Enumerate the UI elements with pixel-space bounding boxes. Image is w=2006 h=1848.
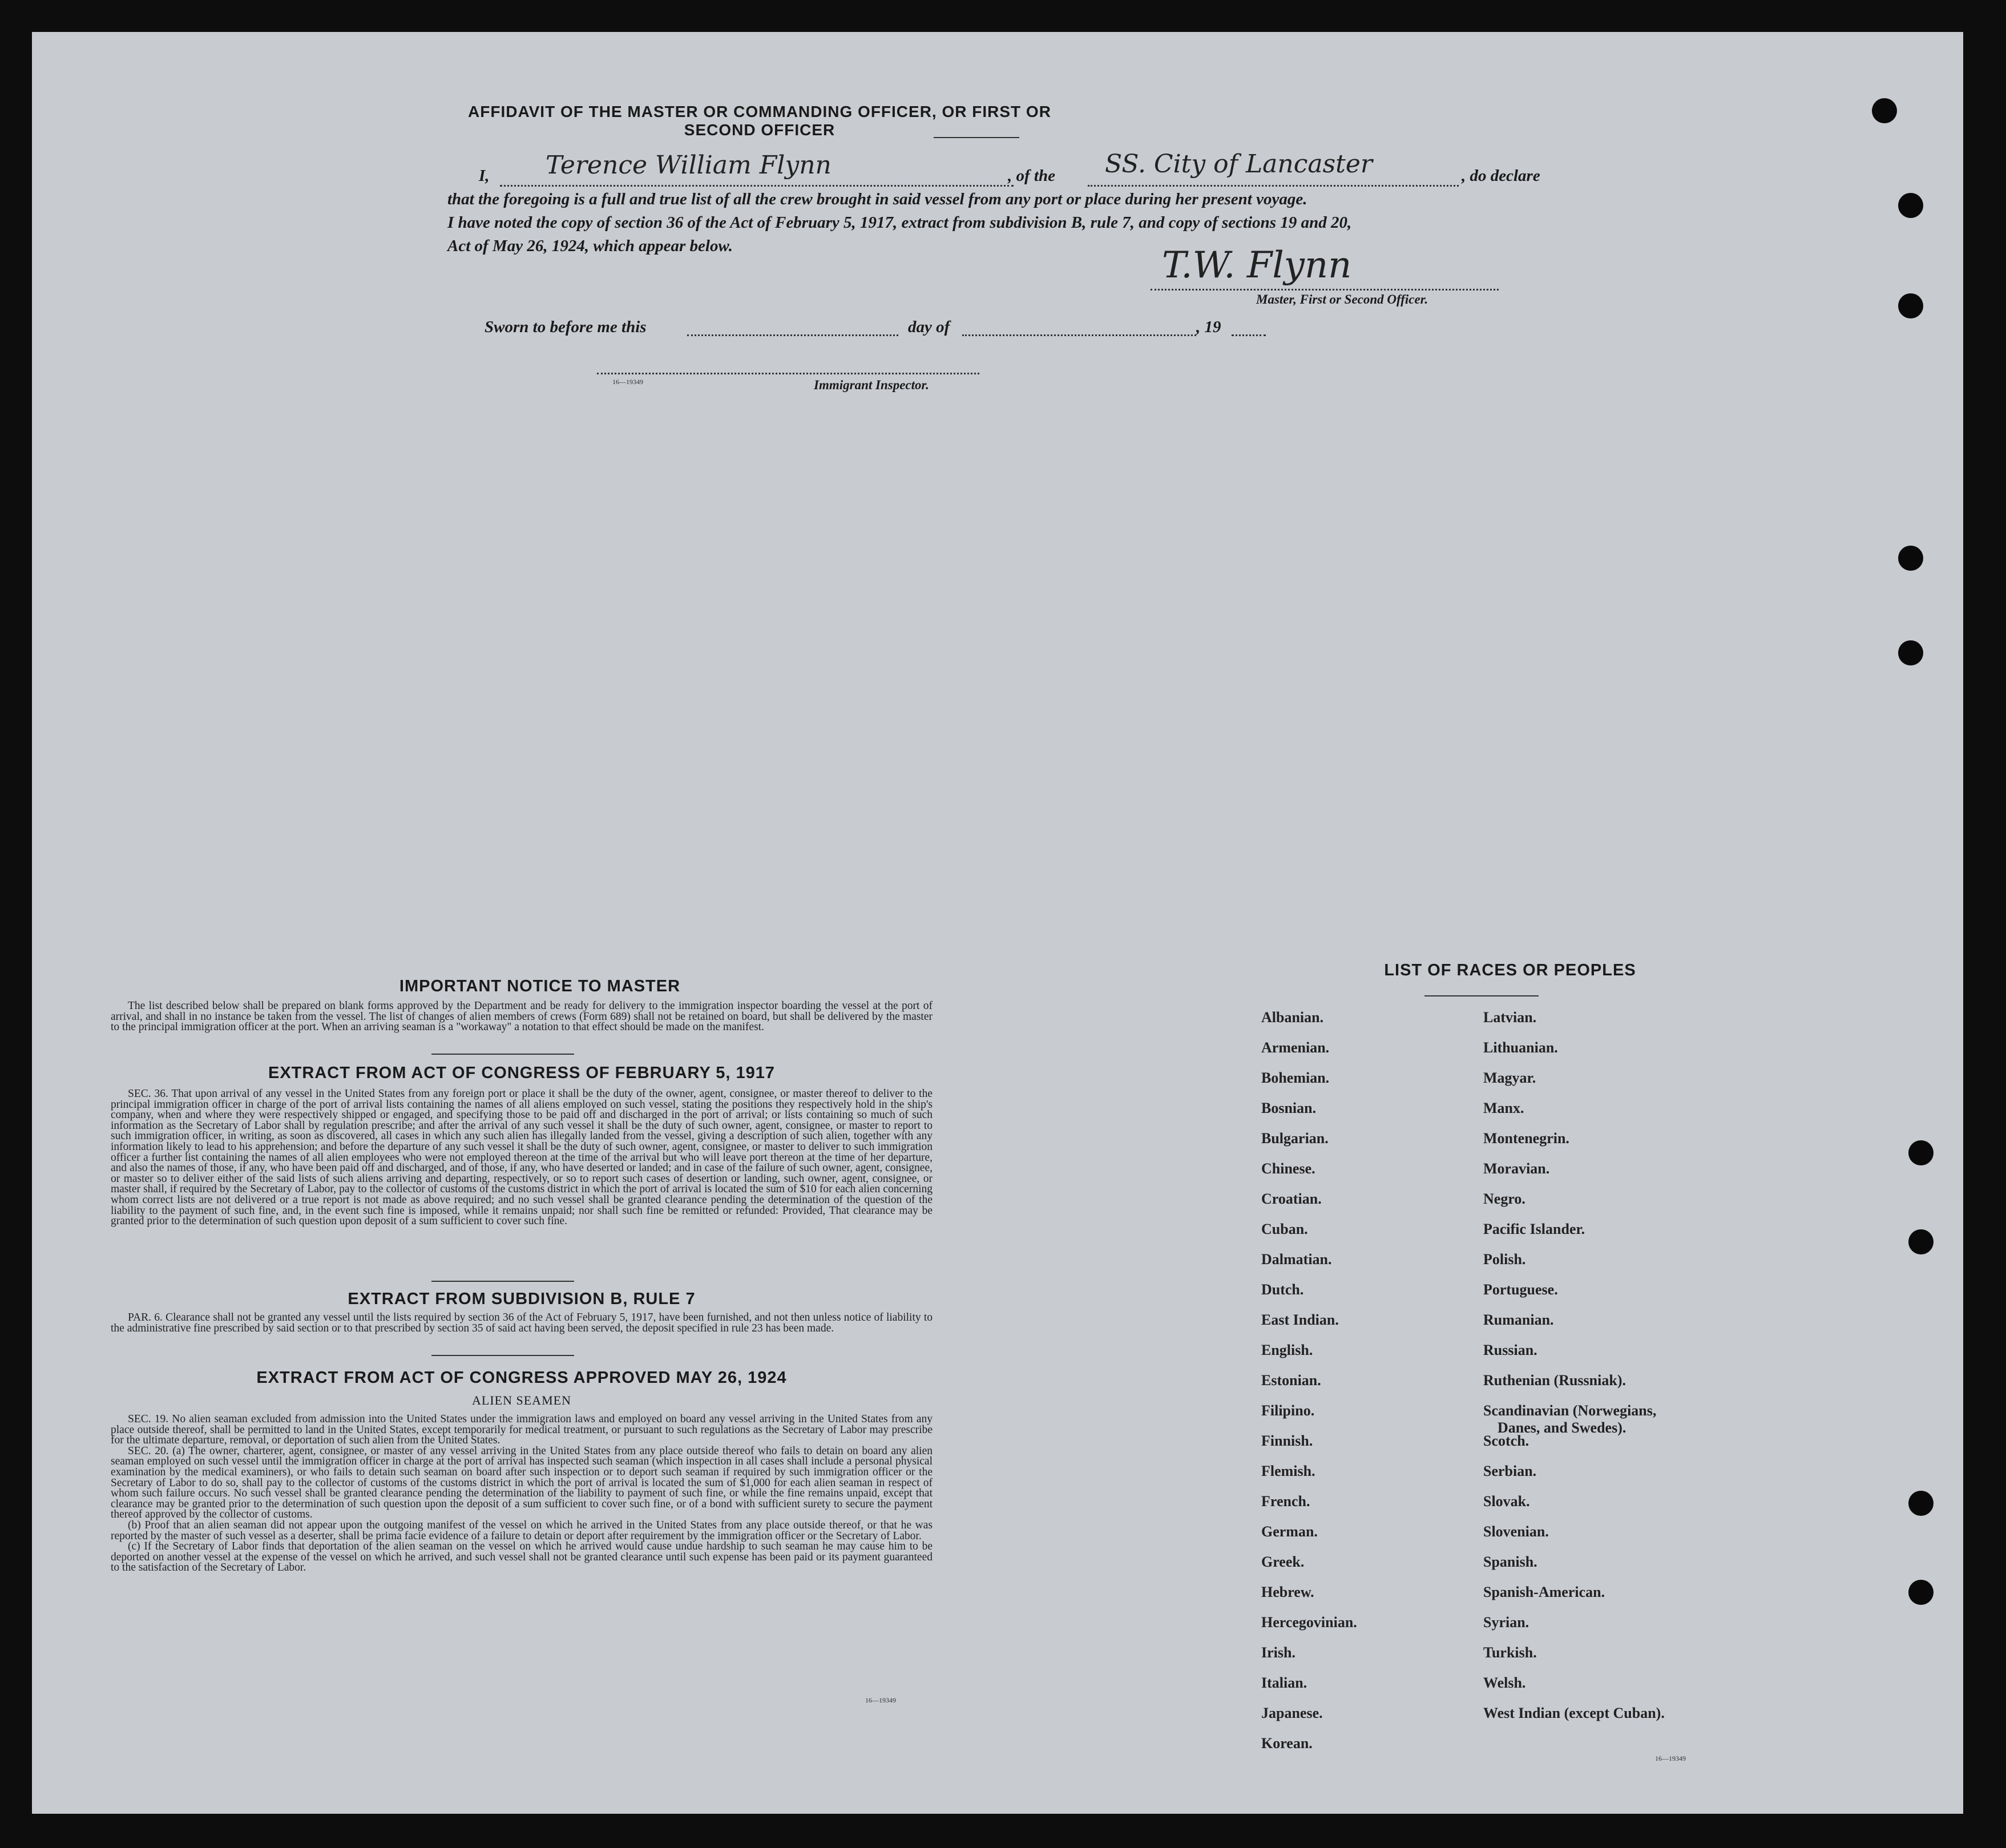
extract-1917-title: EXTRACT FROM ACT OF CONGRESS OF FEBRUARY 5, 1917 — [268, 1064, 776, 1082]
races-right-column — [1483, 32, 1489, 38]
form-number-races: 16—19349 — [1655, 1754, 1686, 1762]
race-item: Slovak. — [1483, 1493, 1530, 1510]
affidavit-title: AFFIDAVIT OF THE MASTER OR COMMANDING OFFICER, OR FIRST OR SECOND OFFICER — [468, 103, 1051, 139]
races-title: LIST OF RACES OR PEOPLES — [1384, 961, 1636, 979]
vessel-line — [1088, 185, 1459, 187]
title-divider — [934, 137, 1019, 138]
year-line — [1232, 334, 1266, 336]
inspector-line — [597, 373, 979, 374]
race-item: German. — [1261, 1523, 1318, 1540]
punch-hole — [1908, 1229, 1934, 1254]
race-item: Syrian. — [1483, 1614, 1529, 1631]
race-item: Serbian. — [1483, 1463, 1537, 1479]
race-item: East Indian. — [1261, 1312, 1339, 1328]
race-item: Manx. — [1483, 1100, 1524, 1116]
declare-label: , do declare — [1462, 167, 1540, 185]
crew-master-name: Terence William Flynn — [546, 151, 832, 180]
alien-seamen-subtitle: ALIEN SEAMEN — [472, 1393, 571, 1407]
punch-hole — [1898, 293, 1923, 318]
race-item: Armenian. — [1261, 1039, 1330, 1056]
extract-1917-text: SEC. 36. That upon arrival of any vessel in the United States from any foreign port or place it shall be the duty of the owner, agent, consignee, or master thereof to deliver to the principal immigration officer in charge of the port of arrival lists containing the names of all aliens employed on such vessel, stating the positions they respectively hold in the ship's company, when and where they were respectively shipped or engaged, and specifying those to be paid off and discharged in the port of arrival; or lists containing so much of such information as the Secretary of Labor shall by regulation prescribe; and after the arrival of any such vessel it shall be the duty of such owner, agent, consignee, or master to report to such immigration officer, in writing, as soon as discovered, all cases in which any such alien has illegally landed from the vessel, giving a description of such alien, together with any information likely to lead to his apprehension; and before the departure of any such vessel it shall be the duty of such owner, agent, consignee, or master to deliver to such immigration officer a further list containing the names of all alien employees who were not employed thereon at the time of the arrival but who will leave port thereon at the time of her departure, and also the names of those, if any, who have been paid off and discharged, and of those, if any, who have deserted or landed; and in case of the failure of such owner, agent, consignee, or master so to deliver either of the said lists of such aliens arriving and departing, respectively, or so to report such cases of desertion or landing, such owner, agent, consignee, or master shall, if required by the Secretary of Labor, pay to the collector of customs of the customs district in which the port of arrival is located the sum of $10 for each alien concerning whom correct lists are not delivered or a true report is not made as above required; and no such vessel shall be granted clearance pending the determination of the question of the liability to the payment of such fine, and, in the event such fine is imposed, while it remains unpaid; nor shall such fine be remitted or refunded: Provided, That clearance may be granted prior to the determination of such question upon deposit of a sum sufficient to cover such fine. — [111, 1088, 933, 1228]
race-item: Scandinavian (Norwegians, — [1483, 1402, 1657, 1419]
signature: T.W. Flynn — [1162, 244, 1352, 287]
of-the-label: , of the — [1008, 167, 1055, 185]
month-line — [962, 334, 1196, 336]
race-item: English. — [1261, 1342, 1313, 1358]
extract-1924-title: EXTRACT FROM ACT OF CONGRESS APPROVED MAY 26, 1924 — [256, 1369, 787, 1387]
punch-hole — [1898, 640, 1923, 665]
race-item: Chinese. — [1261, 1160, 1315, 1177]
race-item: Scotch. — [1483, 1433, 1529, 1449]
race-item: Bosnian. — [1261, 1100, 1317, 1116]
subdivision-b-text: PAR. 6. Clearance shall not be granted any vessel until the lists required by section 36 of the Act of February 5, 1917, have been furnished, and not then unless notice of liability to the administrative fine prescribed by said section or to that prescribed by section 35 of said act having been served, the deposit specified in rule 23 has been made. — [111, 1312, 933, 1334]
race-item: Filipino. — [1261, 1402, 1315, 1419]
race-item: Spanish-American. — [1483, 1584, 1605, 1600]
race-item: Irish. — [1261, 1644, 1295, 1661]
race-item: Montenegrin. — [1483, 1130, 1569, 1147]
race-item: Pacific Islander. — [1483, 1221, 1585, 1237]
race-item: Bohemian. — [1261, 1070, 1330, 1086]
affidavit-line-4: Act of May 26, 1924, which appear below. — [447, 237, 733, 255]
race-item: Cuban. — [1261, 1221, 1308, 1237]
sec-19: SEC. 19. No alien seaman excluded from admission into the United States under the immigration laws and employed on board any vessel arriving in the United States from any place outside thereof, shall be permitted to land in the United States, except temporarily for medical treatment, or pursuant to such regulations as the Secretary of Labor may prescribe for the ultimate departure, removal, or deportation of such alien from the United States. — [111, 1413, 933, 1447]
punch-hole — [1908, 1491, 1934, 1516]
punch-hole — [1908, 1140, 1934, 1165]
race-item: Hebrew. — [1261, 1584, 1314, 1600]
race-item: Welsh. — [1483, 1675, 1526, 1691]
race-item: French. — [1261, 1493, 1310, 1510]
punch-hole — [1898, 546, 1923, 571]
race-item: Korean. — [1261, 1735, 1313, 1752]
race-item: Latvian. — [1483, 1009, 1537, 1026]
form-number-bottom: 16—19349 — [865, 1696, 896, 1704]
extract-1924-text — [111, 1414, 933, 1573]
divider-2 — [431, 1281, 574, 1282]
race-item: Turkish. — [1483, 1644, 1537, 1661]
year-label: , 19 — [1196, 318, 1221, 336]
races-left-column — [1261, 32, 1267, 38]
race-item: Dalmatian. — [1261, 1251, 1332, 1268]
race-item: Flemish. — [1261, 1463, 1315, 1479]
signature-caption: Master, First or Second Officer. — [1256, 292, 1428, 306]
race-item: Negro. — [1483, 1191, 1525, 1207]
race-item: Slovenian. — [1483, 1523, 1549, 1540]
sworn-date-line — [687, 334, 898, 336]
race-item: Greek. — [1261, 1554, 1305, 1570]
vessel-name: SS. City of Lancaster — [1105, 150, 1373, 179]
race-item: Dutch. — [1261, 1281, 1304, 1298]
sec-20c: (c) If the Secretary of Labor finds that deportation of the alien seaman on the vessel on which he arrived would cause undue hardship to such seaman he may cause him to be deported on another vessel at the expense of the vessel on which he arrived, and such vessel shall not be granted clearance until such expense has been paid or its payment guaranteed to the satisfaction of the Secretary of Labor. — [111, 1540, 933, 1574]
inspector-caption: Immigrant Inspector. — [814, 378, 929, 392]
race-item: Croatian. — [1261, 1191, 1322, 1207]
race-item: Danes, and Swedes). — [1498, 1419, 1626, 1436]
punch-hole — [1898, 193, 1923, 218]
notice-title: IMPORTANT NOTICE TO MASTER — [399, 977, 681, 995]
i-label: I, — [479, 167, 490, 185]
divider-1 — [431, 1054, 574, 1055]
day-of-label: day of — [908, 318, 950, 336]
punch-hole — [1908, 1580, 1934, 1605]
race-item: Polish. — [1483, 1251, 1526, 1268]
races-divider — [1424, 995, 1539, 996]
signature-line — [1151, 289, 1499, 290]
notice-text: The list described below shall be prepared on blank forms approved by the Department and be ready for delivery to the immigration inspector boarding the vessel at the port of arrival, and shall in no instance be taken from the vessel. The list of changes of alien members of crews (Form 689) shall not be retained on board, but shall be delivered by the master to the principal immigration officer at the port. When an arriving seaman is a "workaway" a notation to that effect should be made on the manifest. — [111, 1000, 933, 1034]
race-item: Hercegovinian. — [1261, 1614, 1357, 1631]
sworn-label: Sworn to before me this — [485, 318, 647, 336]
race-item: Estonian. — [1261, 1372, 1321, 1389]
divider-3 — [431, 1355, 574, 1356]
race-item: Albanian. — [1261, 1009, 1324, 1026]
name-line — [500, 185, 1014, 187]
race-item: Lithuanian. — [1483, 1039, 1558, 1056]
race-item: Bulgarian. — [1261, 1130, 1329, 1147]
sec-20a: SEC. 20. (a) The owner, charterer, agent, consignee, or master of any vessel arriving in the United States from any place outside thereof who fails to detain on board any alien seaman employed on such vessel until the immigration officer in charge at the port of arrival has inspected such seaman (which inspection in all cases shall include a personal physical examination by the medical examiners), or who fails to detain such seaman on board after such inspection or to deport such seaman if required by such immigration officer or the Secretary of Labor to do so, shall pay to the collector of customs of the customs district in which the port of arrival is located the sum of $1,000 for each alien seaman in respect of whom such failure occurs. No such vessel shall be granted clearance pending the determination of the liability to payment of such fine, or while the fine remains unpaid, except that clearance may be granted prior to the determination of such question upon the deposit of a sum sufficient to cover such fine, or of a bond with sufficient surety to secure the payment thereof approved by the collector of customs. — [111, 1444, 933, 1521]
race-item: Ruthenian (Russniak). — [1483, 1372, 1626, 1389]
affidavit-line-2: that the foregoing is a full and true list of all the crew brought in said vessel from any port or place during her present voyage. — [447, 190, 1307, 208]
race-item: Japanese. — [1261, 1705, 1323, 1721]
form-number-top: 16—19349 — [612, 378, 643, 386]
race-item: West Indian (except Cuban). — [1483, 1705, 1665, 1721]
affidavit-line-3: I have noted the copy of section 36 of the Act of February 5, 1917, extract from subdivision B, rule 7, and copy of sections 19 and 20, — [447, 213, 1352, 232]
subdivision-b-title: EXTRACT FROM SUBDIVISION B, RULE 7 — [348, 1290, 696, 1308]
race-item: Rumanian. — [1483, 1312, 1554, 1328]
punch-hole — [1872, 98, 1897, 123]
race-item: Russian. — [1483, 1342, 1537, 1358]
race-item: Finnish. — [1261, 1433, 1313, 1449]
race-item: Portuguese. — [1483, 1281, 1558, 1298]
race-item: Italian. — [1261, 1675, 1307, 1691]
race-item: Moravian. — [1483, 1160, 1550, 1177]
sec-20b: (b) Proof that an alien seaman did not appear upon the outgoing manifest of the vessel on which he arrived in the United States from any place outside thereof, or that he was reported by the master of such vessel as a deserter, shall be prima facie evidence of a failure to detain or deport after requirement by the immigration officer or the Secretary of Labor. — [111, 1519, 933, 1542]
document-page — [32, 32, 1963, 1814]
race-item: Spanish. — [1483, 1554, 1537, 1570]
race-item: Magyar. — [1483, 1070, 1536, 1086]
